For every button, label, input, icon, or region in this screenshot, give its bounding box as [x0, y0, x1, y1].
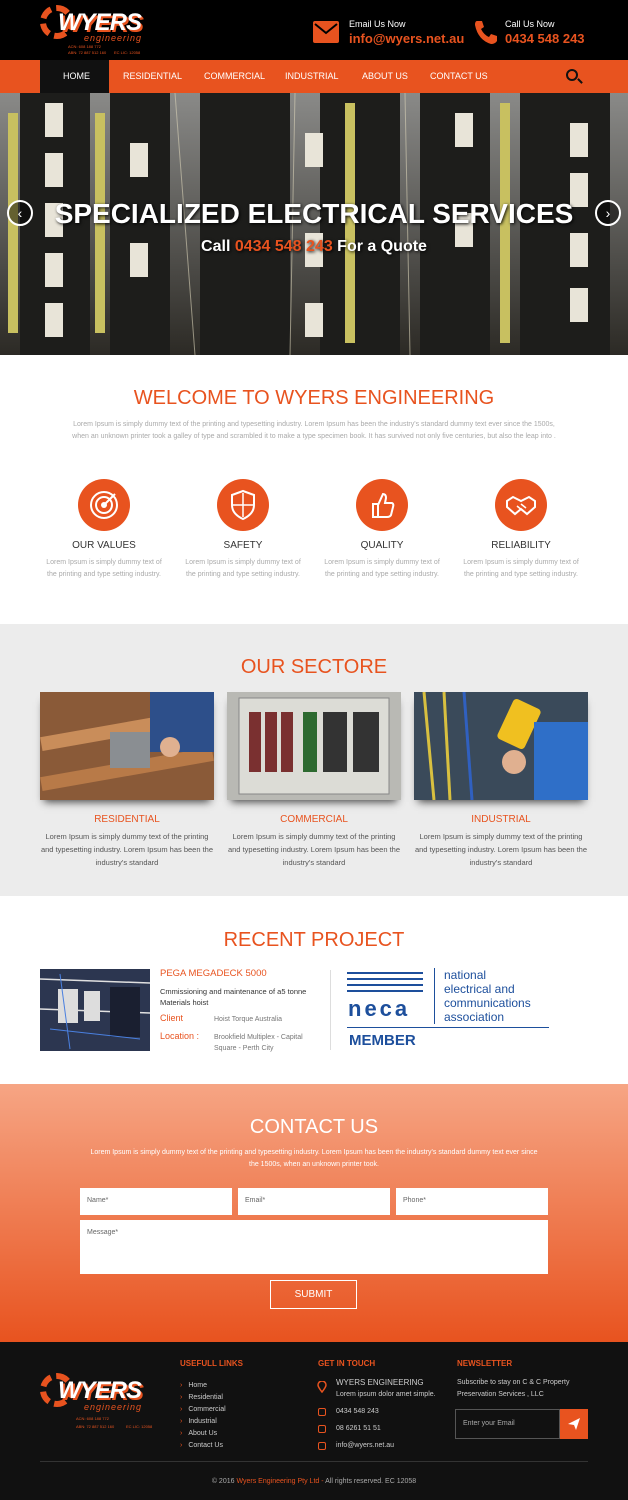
- client-label: Client: [160, 1013, 184, 1023]
- footer-email[interactable]: info@wyers.net.au: [336, 1442, 395, 1449]
- email-label: Email Us Now: [349, 19, 406, 29]
- footer-logo-abn: ABN: 72 887 512 160: [76, 1424, 115, 1429]
- neca-divider: [434, 968, 435, 1024]
- newsletter-text: Subscribe to stay on C & C Property Preservation Services , LLC: [457, 1379, 570, 1398]
- project-divider: [330, 970, 331, 1050]
- footer-address: Lorem ipsum dolor amet simple.: [336, 1391, 436, 1398]
- fax-icon: [318, 1425, 326, 1433]
- submit-button[interactable]: SUBMIT: [270, 1280, 357, 1309]
- footer-link-industrial[interactable]: › Industrial: [180, 1416, 217, 1428]
- phone-label: Call Us Now: [505, 19, 555, 29]
- footer-logo-acn: ACN: 608 188 772: [76, 1416, 109, 1421]
- neca-word: neca: [348, 996, 411, 1021]
- phone-field[interactable]: Phone*: [396, 1188, 548, 1215]
- footer-fax: 08 6261 51 51: [336, 1425, 381, 1432]
- slider-next-arrow-icon[interactable]: ›: [595, 200, 621, 226]
- hero-sub-post: For a Quote: [337, 238, 427, 255]
- neca-line-2: electrical and: [444, 982, 515, 996]
- sectors-title: OUR SECTORE: [240, 656, 388, 678]
- footer-company: WYERS ENGINEERING: [336, 1378, 424, 1387]
- project-image[interactable]: [40, 969, 150, 1051]
- feature-title-values: OUR VALUES: [72, 540, 136, 551]
- footer-phone[interactable]: 0434 548 243: [336, 1408, 379, 1415]
- footer-logo-subtext: engineering: [84, 1402, 143, 1412]
- touch-heading: GET IN TOUCH: [318, 1359, 376, 1368]
- sector-image-industrial[interactable]: [414, 692, 588, 800]
- welcome-title: WELCOME TO WYERS ENGINEERING: [133, 387, 495, 409]
- shield-icon: [217, 479, 269, 531]
- location-label: Location :: [160, 1031, 200, 1041]
- sector-name-residential[interactable]: RESIDENTIAL: [94, 814, 160, 825]
- footer-logo-text[interactable]: WYERS: [58, 1377, 142, 1404]
- copy-brand[interactable]: Wyers Engineering Pty Ltd -: [236, 1478, 324, 1485]
- hero-title: SPECIALIZED ELECTRICAL SERVICES: [54, 198, 574, 229]
- neca-line-4: association: [444, 1010, 505, 1024]
- logo-abn: ABN: 72 887 512 160: [68, 50, 107, 55]
- email-field[interactable]: Email*: [238, 1188, 390, 1215]
- sector-name-industrial[interactable]: INDUSTRIAL: [471, 814, 531, 825]
- welcome-text: Lorem Ipsum is simply dummy text of the printing and typesetting industry. Lorem Ipsum has been the industry's standard dummy text ever since the 1500s, when an unknown printer took a galley of type and scrambled it to make a type specimen book. It has survived not only five centuries, but also the leap into .: [72, 421, 556, 440]
- thumbs-up-icon: [356, 479, 408, 531]
- location-value: Brookfield Multiplex - Capital Square - Perth City: [214, 1034, 303, 1052]
- hero-sub-pre: Call: [201, 238, 231, 255]
- send-button[interactable]: [560, 1409, 588, 1439]
- message-field[interactable]: Message*: [80, 1220, 548, 1274]
- copyright: [0, 1478, 628, 1485]
- sector-image-commercial[interactable]: [227, 692, 401, 800]
- newsletter-email-input[interactable]: Enter your Email: [455, 1409, 560, 1439]
- sector-text-commercial: Lorem Ipsum is simply dummy text of the printing and typesetting industry. Lorem Ipsum has been the industry's standard: [227, 832, 401, 867]
- neca-underline: [347, 1027, 549, 1028]
- contact-title: CONTACT US: [249, 1116, 379, 1138]
- search-icon[interactable]: [566, 69, 578, 81]
- logo-acn: ACN: 608 188 772: [68, 44, 101, 49]
- nav-about[interactable]: ABOUT US: [362, 71, 408, 81]
- feature-title-safety: SAFETY: [223, 540, 263, 551]
- feature-title-reliability: RELIABILITY: [491, 540, 551, 551]
- project-description: Cmmissioning and maintenance of a5 tonne Materials hoist: [160, 987, 307, 1007]
- footer-divider: [40, 1461, 588, 1462]
- project-title: RECENT PROJECT: [223, 929, 405, 951]
- handshake-icon: [495, 479, 547, 531]
- feature-title-quality: QUALITY: [360, 540, 404, 551]
- footer-link-contact[interactable]: › Contact Us: [180, 1440, 223, 1452]
- send-icon: [567, 1417, 581, 1431]
- nav-home[interactable]: HOME: [63, 71, 90, 81]
- copy-pre: © 2016: [211, 1478, 235, 1485]
- email-link[interactable]: info@wyers.net.au: [349, 31, 465, 46]
- neca-member: MEMBER: [349, 1032, 416, 1049]
- contact-text: Lorem Ipsum is simply dummy text of the printing and typesetting industry. Lorem Ipsum has been the industry's standard dummy text ever since the 1500s, when an unknown printer took.: [90, 1149, 538, 1168]
- nav-contact[interactable]: CONTACT US: [430, 71, 488, 81]
- sector-text-residential: Lorem Ipsum is simply dummy text of the printing and typesetting industry. Lorem Ipsum has been the industry's standard: [40, 832, 214, 867]
- nav-industrial[interactable]: INDUSTRIAL: [285, 71, 339, 81]
- hero-sub-phone[interactable]: 0434 548 243: [234, 238, 333, 255]
- feature-text-safety: Lorem Ipsum is simply dummy text of the printing and type setting industry.: [185, 559, 301, 578]
- feature-text-values: Lorem Ipsum is simply dummy text of the printing and type setting industry.: [46, 559, 162, 578]
- phone-link[interactable]: 0434 548 243: [505, 31, 585, 46]
- target-icon: [78, 479, 130, 531]
- sector-image-residential[interactable]: [40, 692, 214, 800]
- logo-text[interactable]: WYERS: [58, 9, 142, 36]
- footer-logo-lic: EC LIC: 12058: [126, 1424, 153, 1429]
- logo-subtext: engineering: [84, 33, 143, 43]
- location-pin-icon: [317, 1380, 327, 1398]
- neca-line-1: national: [444, 968, 487, 982]
- copy-post: All rights reserved. EC 12058: [325, 1478, 417, 1485]
- footer-phone-icon: [318, 1408, 326, 1416]
- phone-icon: [473, 19, 497, 50]
- name-field[interactable]: Name*: [80, 1188, 232, 1215]
- hero-subtitle: [0, 238, 628, 256]
- footer-email-icon: [318, 1442, 326, 1450]
- newsletter-heading: NEWSLETTER: [457, 1359, 513, 1368]
- feature-text-reliability: Lorem Ipsum is simply dummy text of the printing and type setting industry.: [463, 559, 579, 578]
- footer-link-commercial[interactable]: › Commercial: [180, 1404, 226, 1416]
- sector-name-commercial[interactable]: COMMERCIAL: [280, 814, 348, 825]
- logo-lic: EC LIC: 12058: [114, 50, 141, 55]
- nav-commercial[interactable]: COMMERCIAL: [204, 71, 266, 81]
- feature-text-quality: Lorem Ipsum is simply dummy text of the printing and type setting industry.: [324, 559, 440, 578]
- client-value: Hoist Torque Australia: [214, 1016, 282, 1023]
- email-icon: [313, 21, 339, 43]
- neca-line-3: communications: [444, 996, 531, 1010]
- footer-link-residential[interactable]: › Residential: [180, 1392, 223, 1404]
- sector-text-industrial: Lorem Ipsum is simply dummy text of the printing and typesetting industry. Lorem Ipsum has been the industry's standard: [414, 832, 588, 867]
- nav-residential[interactable]: RESIDENTIAL: [123, 71, 183, 81]
- links-heading: USEFULL LINKS: [180, 1359, 243, 1368]
- project-name[interactable]: PEGA MEGADECK 5000: [160, 968, 267, 979]
- slider-prev-arrow-icon[interactable]: ‹: [7, 200, 33, 226]
- footer-link-home[interactable]: › Home: [180, 1380, 207, 1392]
- footer-link-about[interactable]: › About Us: [180, 1428, 217, 1440]
